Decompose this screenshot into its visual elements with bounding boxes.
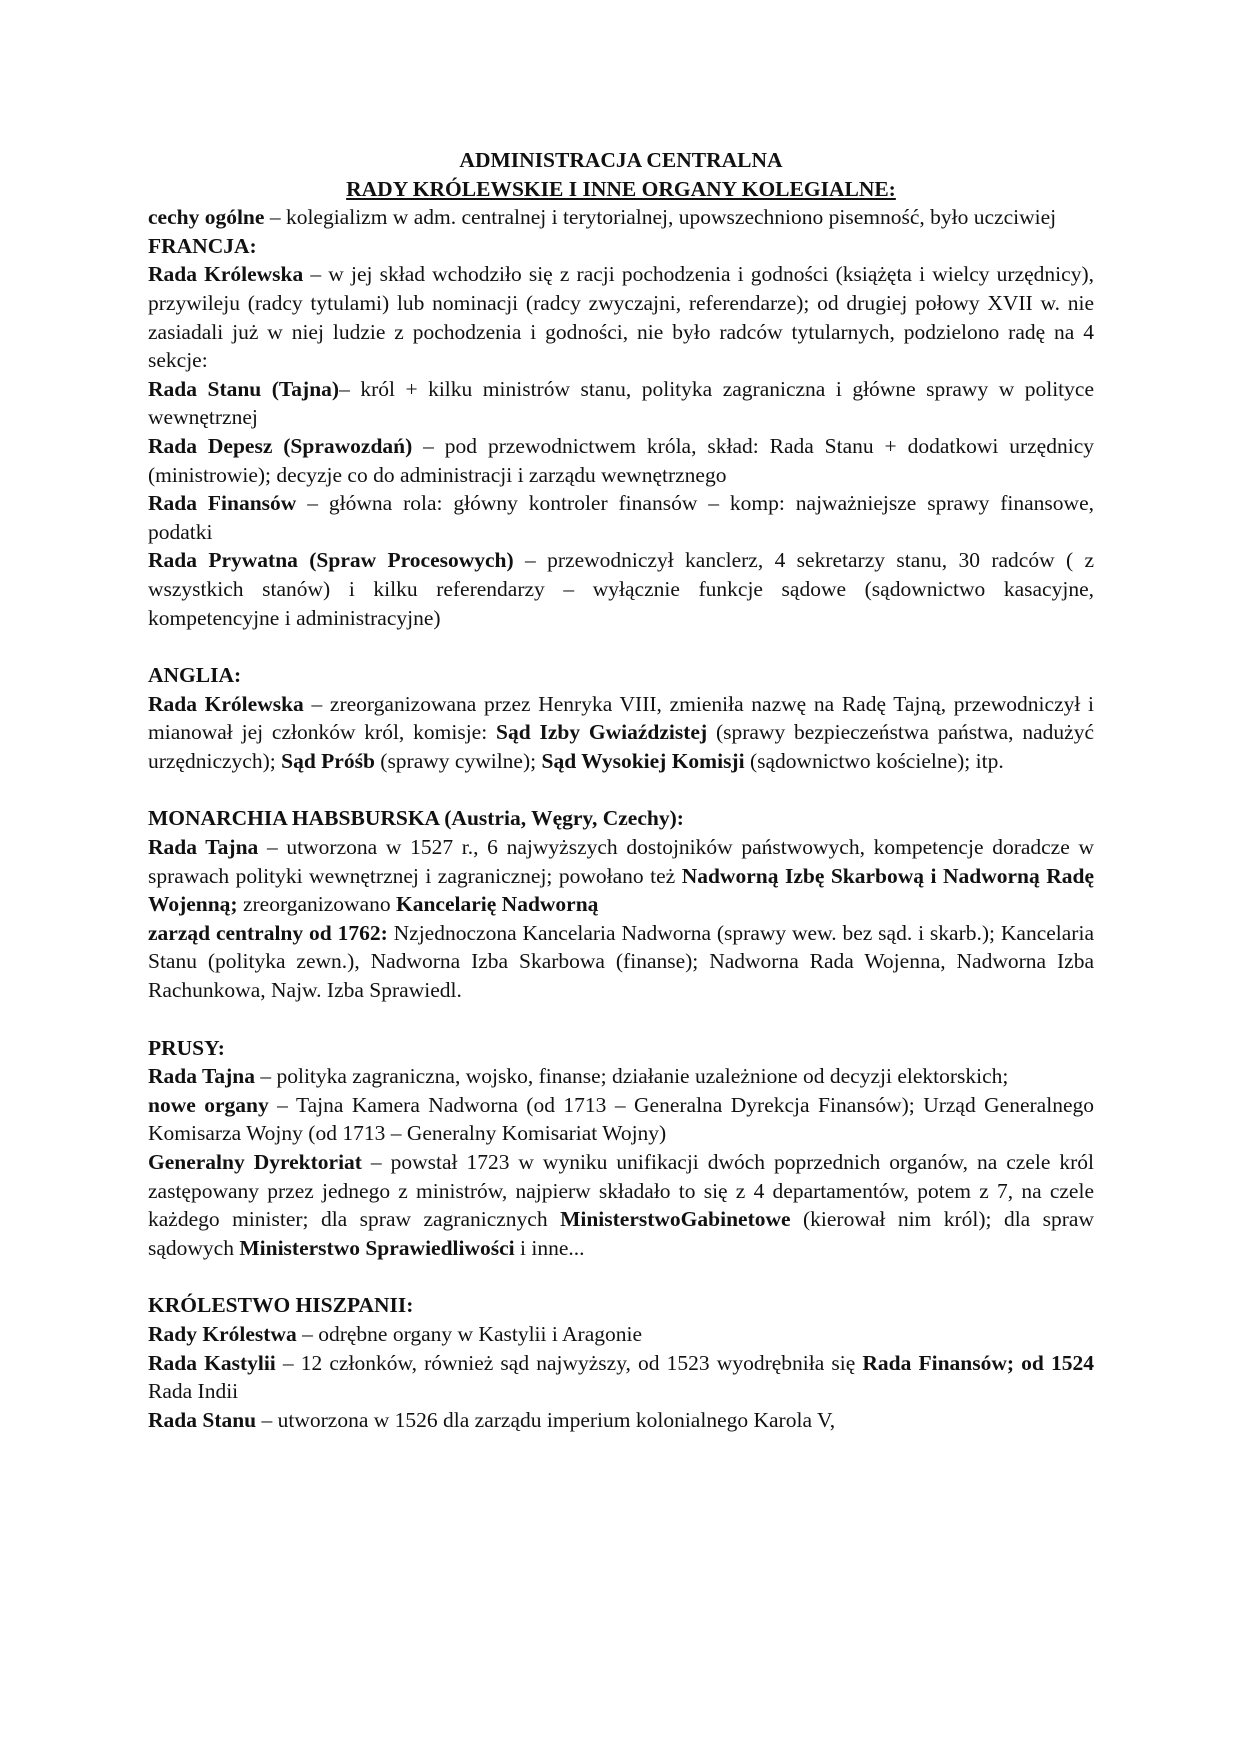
text: – Tajna Kamera Nadworna (od 1713 – Generalna Dyrekcja Finansów); Urząd Generalnego Komisarza Wojny (od 1713 – Generalny Komisariat Wojny) [148, 1092, 1094, 1146]
text: – przewodniczył kanclerz, 4 sekretarzy stanu, 30 radców ( z wszystkich stanów) i kilku referendarzy – wyłącznie funkcje sądowe (sądownictwo kasacyjne, kompetencyjne i administracyjne) [148, 548, 1095, 630]
intro-paragraph [148, 203, 1094, 232]
term: Rada Tajna [148, 1064, 255, 1089]
term: Rada Królewska [148, 262, 304, 287]
document-title: ADMINISTRACJA CENTRALNA [459, 148, 783, 172]
hiszpania-rady [148, 1320, 1094, 1349]
hiszpania-rada-kastylii [148, 1349, 1094, 1406]
term: Sąd Izby Gwiaździstej [496, 720, 708, 745]
heading-anglia: ANGLIA: [148, 663, 242, 688]
term: Kancelarię Nadworną [396, 892, 599, 917]
heading-francja: FRANCJA: [148, 233, 257, 258]
term: Rada Prywatna (Spraw Procesowych) [148, 548, 514, 573]
spacer [148, 1262, 1094, 1291]
anglia-paragraph [148, 690, 1094, 776]
term: zarząd centralny od 1762: [148, 920, 388, 945]
term: Rada Stanu (Tajna) [148, 376, 340, 401]
term: MinisterstwoGabinetowe [560, 1207, 791, 1232]
prusy-nowe-organy [148, 1091, 1094, 1148]
text: – utworzona w 1526 dla zarządu imperium kolonialnego Karola V, [256, 1407, 836, 1432]
heading-habsburg: MONARCHIA HABSBURSKA (Austria, Węgry, Czechy): [148, 806, 684, 831]
habsburg-zarzad [148, 919, 1094, 1005]
term: Sąd Próśb [281, 748, 375, 773]
term: Rady Królestwa [148, 1321, 297, 1346]
habsburg-rada-tajna [148, 833, 1094, 919]
term: Rada Tajna [148, 835, 259, 860]
term: Rada Depesz (Sprawozdań) [148, 433, 413, 458]
term: Rada Finansów; od 1524 [862, 1350, 1095, 1375]
heading-hiszpania: KRÓLESTWO HISZPANII: [148, 1293, 414, 1318]
text: (sprawy cywilne); [374, 748, 542, 773]
francja-rada-prywatna [148, 546, 1094, 632]
term: Nadworną Izbę Skarbową i Nadworną Radę Wojenną; [148, 863, 1094, 917]
term: Sąd Wysokiej Komisji [541, 748, 745, 773]
hiszpania-rada-stanu [148, 1406, 1094, 1435]
text: – król + kilku ministrów stanu, polityka zagraniczna i główne sprawy w polityce wewnętrznej [148, 376, 1094, 430]
term: Ministerstwo Sprawiedliwości [239, 1235, 515, 1260]
term: Generalny Dyrektoriat [148, 1150, 362, 1174]
francja-rada-stanu [148, 375, 1094, 432]
spacer [148, 632, 1094, 661]
term: Rada Kastylii [148, 1350, 276, 1375]
text: Nzjednoczona Kancelaria Nadworna (sprawy wew. bez sąd. i skarb.); Kancelaria Stanu (polityka zewn.), Nadworna Izba Skarbowa (finanse); Nadworna Rada Wojenna, Nadworna Izba Rachunkowa, Najw. Izba Sprawiedl. [148, 920, 1094, 1003]
text: i inne... [514, 1235, 585, 1260]
francja-rada-depesz [148, 432, 1094, 489]
francja-rada-krolewska [148, 260, 1094, 374]
prusy-rada-tajna [148, 1062, 1094, 1091]
term: Rada Stanu [148, 1407, 257, 1432]
text: – w jej skład wchodziło się z racji pochodzenia i godności (książęta i wielcy urzędnicy), przywileju (radcy tytulami) lub nominacji (radcy zwyczajni, referendarze); od drugiej połowy XVII w. nie zasiadali już w niej ludzie z pochodzenia i godności, nie było radców tytularnych, podzielono radę na 4 sekcje: [148, 262, 1094, 373]
text: (sprawy bezpieczeństwa państwa, nadużyć urzędniczych); [148, 720, 1095, 773]
document-page [148, 146, 1094, 1434]
term: nowe organy [148, 1092, 269, 1117]
text: – pod przewodnictwem króla, skład: Rada Stanu + dodatkowi urzędnicy (ministrowie); decyzje co do administracji i zarządu wewnętrznego [148, 433, 1094, 487]
text: zreorganizowano [237, 892, 396, 917]
text: – główna rola: główny kontroler finansów – komp: najważniejsze sprawy finansowe, podatki [148, 491, 1094, 544]
term: Rada Finansów [148, 491, 297, 516]
heading-prusy: PRUSY: [148, 1035, 225, 1060]
prusy-generalny-dyrektoriat [148, 1148, 1094, 1262]
text: – 12 członków, również sąd najwyższy, od 1523 wyodrębniła się [275, 1350, 863, 1375]
text: (kierował nim król); dla spraw sądowych [148, 1207, 1095, 1260]
text: – odrębne organy w Kastylii i Aragonie [296, 1321, 643, 1346]
text: (sądownictwo kościelne); itp. [744, 748, 1004, 773]
text: – utworzona w 1527 r., 6 najwyższych dostojników państwowych, kompetencje doradcze w sprawach polityki wewnętrznej i zagranicznej; powołano też [148, 835, 1094, 888]
spacer [148, 775, 1094, 804]
intro-text: – kolegializm w adm. centralnej i terytorialnej, upowszechniono pisemność, było uczciwiej [264, 205, 1057, 230]
document-subtitle: RADY KRÓLEWSKIE I INNE ORGANY KOLEGIALNE: [346, 176, 896, 201]
intro-term: cechy ogólne [148, 205, 265, 230]
spacer [148, 1005, 1094, 1034]
text: – polityka zagraniczna, wojsko, finanse; działanie uzależnione od decyzji elektorskich; [254, 1064, 1009, 1089]
text: Rada Indii [148, 1379, 239, 1404]
text: – powstał 1723 w wyniku unifikacji dwóch poprzednich organów, na czele król zastępowany przez jednego z ministrów, najpierw składało to się z 4 departamentów, potem z 7, na czele każdego minister; dla spraw zagranicznych [148, 1150, 1094, 1232]
francja-rada-finansow [148, 489, 1094, 546]
text: – zreorganizowana przez Henryka VIII, zmieniła nazwę na Radę Tajną, przewodniczył i mianował jej członków król, komisje: [148, 691, 1094, 745]
term: Rada Królewska [148, 691, 304, 716]
